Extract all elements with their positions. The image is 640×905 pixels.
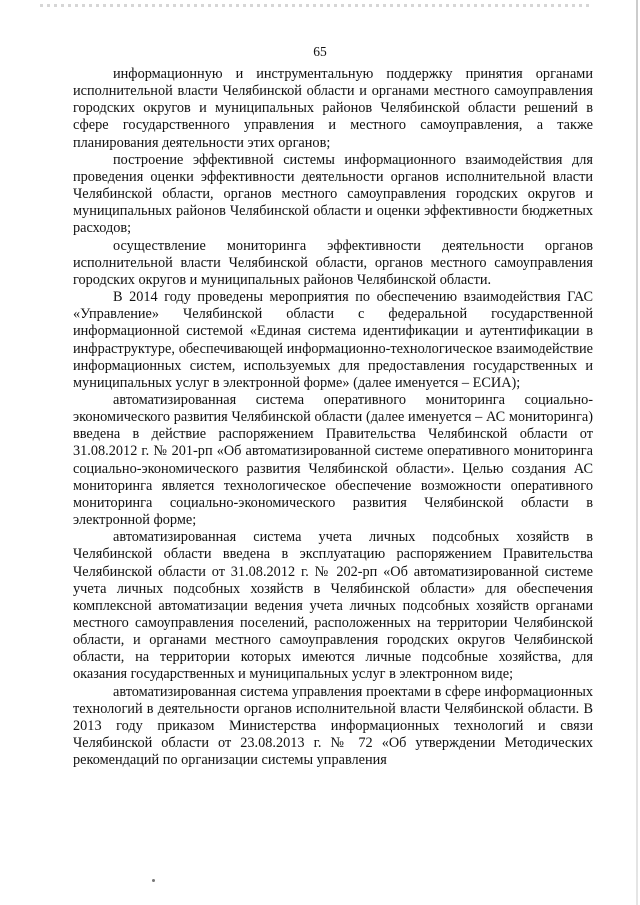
paragraph-4: В 2014 году проведены мероприятия по обеспечению взаимодействия ГАС «Управление» Челябинской области с федеральной государственной информационной системой «Единая система идентификации и аутентификации в инфраструктуре, обеспечивающей информационно-технологическое взаимодействие информационных систем, используемых для предоставления государственных и муниципальных услуг в электронной форме» (далее именуется – ЕСИА);	[73, 289, 593, 391]
scan-artifact-right	[636, 0, 638, 905]
paragraph-6: автоматизированная система учета личных подсобных хозяйств в Челябинской области введена в эксплуатацию распоряжением Правительства Челябинской области от 31.08.2012 г. № 202-рп «Об автоматизированной системе учета личных подсобных хозяйств в Челябинской области» для обеспечения комплексной автоматизации ведения учета личных подсобных хозяйств органами местного самоуправления поселений, расположенных на территории Челябинской области, и органами местного самоуправления городских округов Челябинской области, на территории которых имеются личные подсобные хозяйства, для оказания государственных и муниципальных услуг в электронном виде;	[73, 529, 593, 683]
page-number: 65	[313, 44, 327, 59]
paragraph-5: автоматизированная система оперативного мониторинга социально-экономического развития Челябинской области (далее именуется – АС мониторинга) введена в действие распоряжением Правительства Челябинской области от 31.08.2012 г. № 201-рп «Об автоматизированной системе оперативного мониторинга социально-экономического развития Челябинской области». Целью создания АС мониторинга является технологическое обеспечение возможности оперативного мониторинга социально-экономического развития Челябинской области в электронной форме;	[73, 391, 593, 529]
paragraph-1: информационную и инструментальную поддержку принятия органами исполнительной власти Челябинской области и органами местного самоуправления городских округов и муниципальных районов Челябинской области решений в сфере государственного управления и местного самоуправления, а также планирования деятельности этих органов;	[73, 66, 593, 151]
paragraph-2: построение эффективной системы информационного взаимодействия для проведения оценки эффективности деятельности органов исполнительной власти Челябинской области, органов местного самоуправления городских округов и муниципальных районов Челябинской области и оценки эффективности бюджетных расходов;	[73, 151, 593, 237]
scan-speck	[152, 879, 155, 882]
document-body	[73, 66, 593, 769]
paragraph-3: осуществление мониторинга эффективности деятельности органов исполнительной власти Челябинской области, органов местного самоуправления городских округов и муниципальных районов Челябинской области.	[73, 237, 593, 288]
paragraph-7: автоматизированная система управления проектами в сфере информационных технологий в деятельности органов исполнительной власти Челябинской области. В 2013 году приказом Министерства информационных технологий и связи Челябинской области от 23.08.2013 г. № 72 «Об утверждении Методических рекомендаций по организации системы управления	[73, 683, 593, 769]
scan-artifact-top	[40, 4, 590, 7]
